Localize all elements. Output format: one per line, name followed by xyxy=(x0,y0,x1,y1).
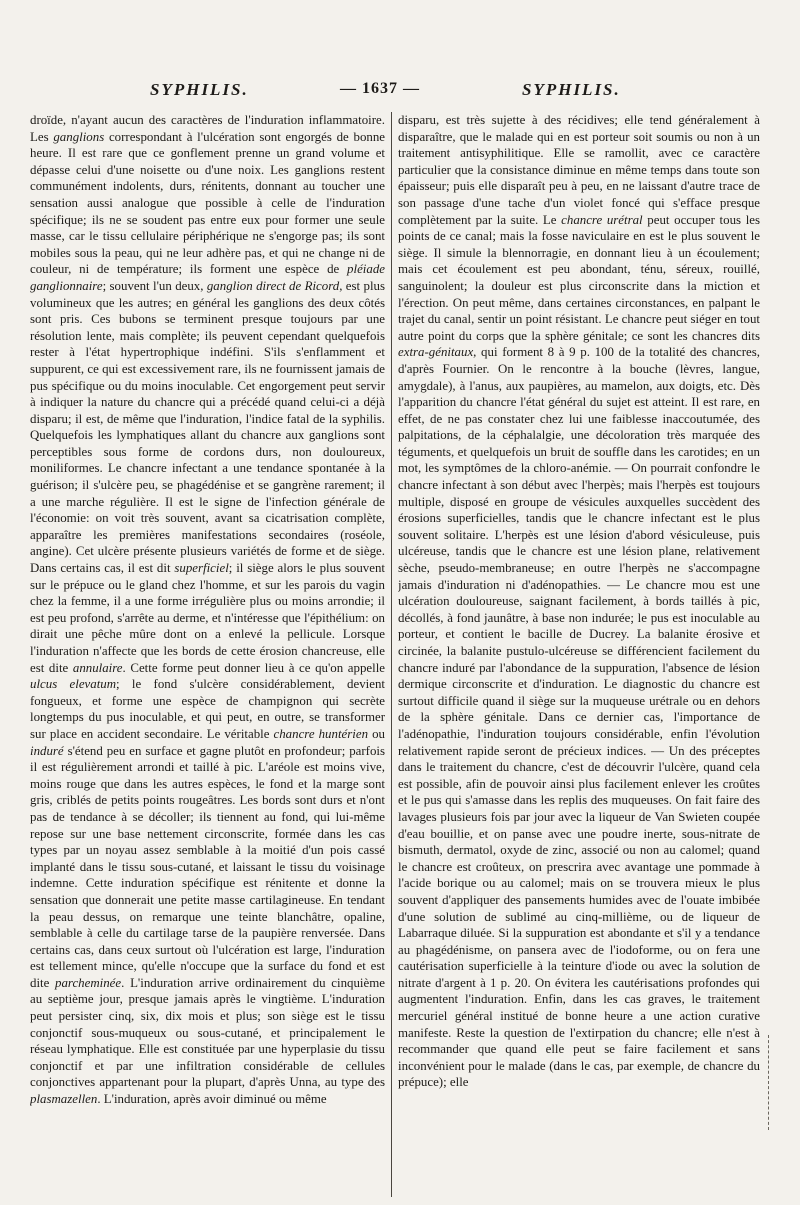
text-run: correspondant à l'ulcération sont engorgés de bonne heure. Il est rare que ce gonflement prenne un grand volume et dépasse celui d'une noisette ou d'une noix. Les ganglions restent communément indolents, durs, rénitents, donnant au toucher une sensation aussi analogue que possible à celle de l'induration spécifique; ils ne se soudent pas entre eux pour former une seule masse, car le tissu cellulaire périphérique ne s'engorge pas; ils sont mobiles sous la peau, qui ne leur adhère pas, et qui ne change ni de couleur, ni de température; ils forment une espèce de xyxy=(30,129,385,277)
left-column xyxy=(30,112,385,1202)
italic-term: extra-génitaux xyxy=(398,345,474,360)
text-run: ; il siège alors le plus souvent sur le prépuce ou le gland chez l'homme, et sur les parois du vagin chez la femme, il a une forme irrégulière plus ou moins arrondie; il est peu profond, s'arrête au derme, et n'intéresse que l'épithélium: on dirait une pêche mûre dont on a enlevé la pellicule. Lorsque l'induration n'affecte que les bords de cette érosion chancreuse, elle est dite xyxy=(30,561,385,675)
italic-term: pléiade ganglionnaire xyxy=(30,262,385,293)
right-column-text xyxy=(398,112,760,1091)
left-column-text xyxy=(30,112,385,1108)
running-head-left: SYPHILIS. xyxy=(150,80,249,99)
text-run: ; souvent l'un deux, xyxy=(102,278,207,293)
running-head-right: SYPHILIS. xyxy=(522,80,621,99)
margin-mark xyxy=(768,1035,775,1130)
italic-term: chancre huntérien xyxy=(273,726,369,741)
text-run: peut occuper tous les points de ce canal; mais la fosse naviculaire en est le plus souvent le siège. Il simule la blennorragie, en donnant lieu à un écoulement; mais cet écoulement est peu abondant, ténu, séreux, rouillé, sanguinolent; la douleur est plus circonscrite dans la miction et l'érection. On peut même, dans certaines circonstances, en palpant le trajet du canal, sentir un point résistant. Le chancre peut siéger en tout autre point du corps que la sphère génitale; ce sont les chancres dits xyxy=(398,212,760,343)
text-run: . L'induration arrive ordinairement du cinquième au septième jour, presque jamais après le vingtième. L'induration peut persister cinq, six, dix mois et plus; son siège est le tissu conjonctif sous-muqueux ou sous-cutané, et principalement le réseau lymphatique. Elle est constituée par une hyperplasie du tissu conjonctif et par une infiltration considérable de cellules conjonctives appartenant pour la plupart, d'après Unna, au type des xyxy=(30,975,385,1090)
text-run: s'étend peu en surface et gagne plutôt en profondeur; parfois il est régulièrement arrondi et taillé à pic. L'aréole est moins vive, moins rouge que dans les autres espèces, le fond et la marge sont gris, criblés de petits points rougeâtres. Les bords sont durs et n'ont pas de tendance à se décoller; ils tiennent au fond, qui lui-même repose sur une base nettement circonscrite, formée dans les cas types par un noyau assez semblable à la moitié d'un pois cassé implanté dans le tissu sous-cutané, et laissant le tissu du voisinage indemne. Cette induration spécifique est rénitente et donne la sensation que donnerait une petite masse cartilagineuse. En tendant la peau dessus, on remarque une teinte blanchâtre, opaline, semblable à celle du cartilage tarse de la paupière renversée. Dans certains cas, dans ceux surtout où l'ulcération est large, l'induration est tellement mince, qu'elle n'occupe que la surface du fond et est dite xyxy=(30,743,385,990)
text-run: , qui forment 8 à 9 p. 100 de la totalité des chancres, d'après Fournier. On le rencontre à la bouche (lèvres, langue, amygdale), à l'anus, aux paupières, au mamelon, aux doigts, etc. Dès l'apparition du chancre l'état général du sujet est atteint. Il est rare, en effet, de ne pas constater chez lui une faiblesse inaccoutumée, des palpitations, de la céphalalgie, une décoloration très marquée des téguments, et quelquefois un bruit de souffle dans les carotides; en un mot, les symptômes de la chloro-anémie. — On pourrait confondre le chancre infectant à son début avec l'herpès; mais l'herpès est toujours multiple, disposé en groupe de vésicules auxquelles succèdent des érosions superficielles, tandis que le chancre infectant est le plus souvent solitaire. L'herpès est une lésion d'abord vésiculeuse, puis ulcéreuse, tandis que le chancre est une lésion plane, relativement sèche, pseudo-membraneuse; en outre l'herpès ne s'accompagne jamais d'induration ni d'adénopathies. — Le chancre mou est une ulcération douloureuse, saignant facilement, à bords taillés à pic, décollés, à fond jaunâtre, à base non indurée; le pus est inoculable au porteur, et contient le bacille de Ducrey. La balanite érosive et circinée, la balanite pustulo-ulcéreuse se différencient facilement du chancre induré par l'abondance de la suppuration, l'absence de lésion dermique circonscrite et d'induration. Le diagnostic du chancre est surtout difficile quand il siège sur la muqueuse urétrale ou en dehors de la sphère génitale. Dans ce dernier cas, l'importance de l'adénopathie, l'induration toujours considérable, enfin l'évolution relativement rapide seront de précieux indices. — Un des préceptes dans le traitement du chancre, c'est de découvrir l'ulcère, quand cela est possible, afin de pouvoir ainsi plus facilement enlever les croûtes et le pus qui s'amasse dans les replis des muqueuses. On fait faire des lavages plusieurs fois par jour avec la liqueur de Van Swieten coupée d'eau bouillie, et on panse avec une poudre inerte, sous-nitrate de bismuth, dermatol, oxyde de zinc, associé ou non au calomel; quand le chancre est croûteux, on prescrira avec avantage une pommade à l'acide borique ou au calomel; mais on se trouvera mieux le plus souvent d'appliquer des pansements humides avec de l'ouate imbibée d'une solution de sublimé au cinq-millième, ou de liqueur de Labarraque diluée. Si la suppuration est abondante et s'il y a tendance au phagédénisme, on pansera avec de l'iodoforme, ou on fera une cautérisation superficielle à la teinture d'iode ou avec la solution de nitrate d'argent à 1 p. 20. On évitera les cautérisations profondes qui augmentent l'induration. Enfin, dans les cas graves, le traitement mercuriel général institué de bonne heure a une action curative manifeste. Reste la question de l'extirpation du chancre; elle n'est à recommander que quand elle peut se faire facilement et sans inconvénient pour le malade (dans le cas, par exemple, de chancre du prépuce); elle xyxy=(398,345,760,1090)
italic-term: annulaire xyxy=(72,660,123,675)
text-run: droïde, n'ayant aucun des caractères de l'induration inflammatoire. Les xyxy=(30,113,385,144)
text-run: disparu, est très sujette à des récidives; elle tend généralement à disparaître, que le malade qui en est porteur soit soumis ou non à un traitement antisyphilitique. Elle se ramollit, avec ce caractère particulier que la consistance diminue en même temps dans toute son épaisseur; puis elle disparaît peu à peu, en ne laissant d'autre trace de son passage d'une tache d'un violet foncé qui s'efface presque complètement par la suite. Le xyxy=(398,113,760,227)
italic-term: plasmazellen xyxy=(30,1092,98,1107)
text-run: , est plus volumineux que les autres; en général les ganglions des deux côtés sont pris. Ces bubons se terminent presque toujours par une résolution lente, mais complète; ils peuvent cependant quelquefois rester à l'état hypertrophique indéfini. S'ils s'enflamment et suppurent, ce qui est excessivement rare, ils ne fournissent jamais de pus spécifique ou du moins inoculable. Cet engorgement peut servir à indiquer la nature du chancre qui a précédé quand celui-ci a déjà disparu; il est, de même que l'induration, l'indice fatal de la syphilis. Quelquefois les lymphatiques allant du chancre aux ganglions sont perceptibles sous forme de cordons durs, non douloureux, moniliformes. Le chancre infectant a une tendance spontanée à la guérison; il s'ulcère peu, se phagédénise et se gangrène rarement; il a une marche régulière. Il est le signe de l'infection générale de l'économie: on voit très souvent, avant sa cicatrisation complète, apparaître les premières manifestations secondaires (roséole, angine). Cet ulcère présente plusieurs variétés de forme et de siège. Dans certains cas, il est dit xyxy=(30,278,385,576)
italic-term: ganglions xyxy=(53,129,105,144)
text-run: . Cette forme peut donner lieu à ce qu'on appelle xyxy=(122,660,385,675)
italic-term: ulcus elevatum xyxy=(30,677,117,692)
italic-term: induré xyxy=(30,743,64,758)
text-run: ou xyxy=(368,726,385,741)
italic-term: chancre urétral xyxy=(561,212,643,227)
italic-term: ganglion direct de Ricord xyxy=(206,278,340,293)
text-run: ; le fond s'ulcère considérablement, devient fongueux, et forme une espèce de champignon qui secrète longtemps du pus inoculable, et qui peut, en outre, se transformer sur place en accident secondaire. Le véritable xyxy=(30,677,385,741)
right-column xyxy=(398,112,760,1202)
italic-term: parcheminée xyxy=(55,975,122,990)
column-divider xyxy=(391,112,392,1197)
text-run: . L'induration, après avoir diminué ou même xyxy=(97,1092,327,1107)
italic-term: superficiel xyxy=(174,561,229,576)
page-header xyxy=(0,74,800,108)
page-number: — 1637 — xyxy=(340,80,420,97)
